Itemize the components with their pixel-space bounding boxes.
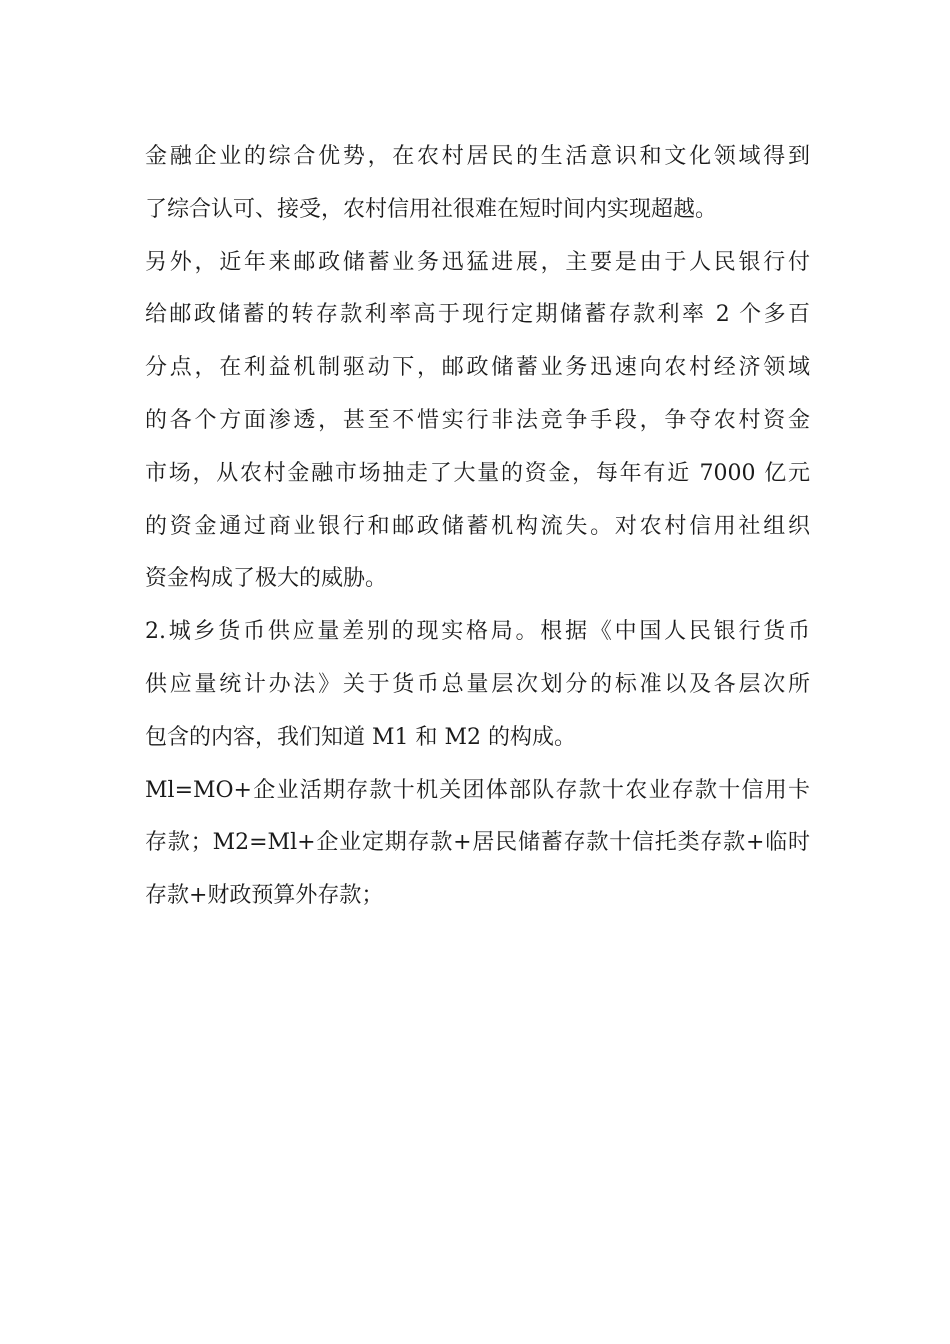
text-line: 包含的内容，我们知道 M1 和 M2 的构成。 [145, 724, 577, 750]
text-line: 另外，近年来邮政储蓄业务迅猛进展，主要是由于人民银行付 [145, 249, 810, 275]
text-line: 了综合认可、接受，农村信用社很难在短时间内实现超越。 [145, 196, 718, 222]
text-line: 资金构成了极大的威胁。 [145, 566, 388, 592]
text-line: 的资金通过商业银行和邮政储蓄机构流失。对农村信用社组织 [145, 513, 810, 539]
text-line: 存款；M2=Ml+企业定期存款+居民储蓄存款十信托类存款+临时 [145, 830, 810, 856]
text-line: 2.城乡货币供应量差别的现实格局。根据《中国人民银行货币 [145, 619, 810, 645]
text-line: 供应量统计办法》关于货币总量层次划分的标准以及各层次所 [145, 671, 810, 697]
text-line: 分点，在利益机制驱动下，邮政储蓄业务迅速向农村经济领域 [145, 355, 810, 381]
text-line: 存款+财政预算外存款； [145, 883, 384, 909]
text-line: 市场，从农村金融市场抽走了大量的资金，每年有近 7000 亿元 [145, 460, 810, 486]
text-line: Ml=MO+企业活期存款十机关团体部队存款十农业存款十信用卡 [145, 777, 810, 803]
document-body [145, 131, 810, 923]
text-line: 金融企业的综合优势，在农村居民的生活意识和文化领域得到 [145, 144, 810, 169]
text-line: 的各个方面渗透，甚至不惜实行非法竞争手段，争夺农村资金 [145, 407, 810, 433]
text-line: 给邮政储蓄的转存款利率高于现行定期储蓄存款利率 2 个多百 [145, 302, 810, 328]
